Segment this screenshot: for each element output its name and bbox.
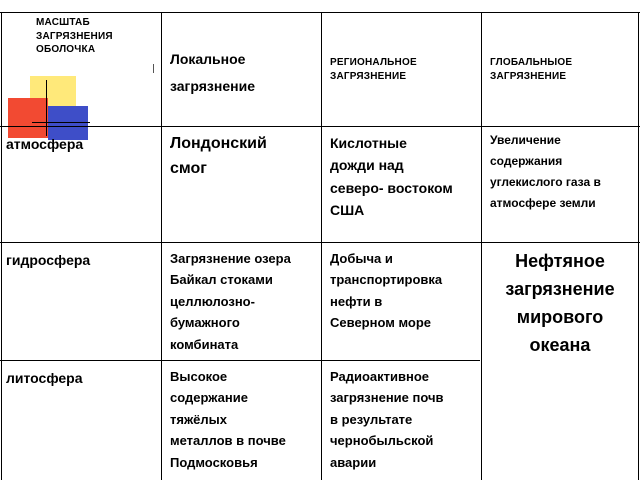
grid-line-left xyxy=(1,12,2,480)
row-label-hydrosphere: гидросфера xyxy=(6,252,91,268)
decorative-cross-line-h xyxy=(32,122,90,123)
grid-line-top xyxy=(0,12,640,13)
row-label-lithosphere: литосфера xyxy=(6,370,83,386)
cell-hydrosphere-local: Загрязнение озера Байкал стоками целлюлозно- бумажного комбината xyxy=(170,251,291,352)
cell-hydrosphere-regional: Добыча и транспортировка нефти в Северном море xyxy=(330,251,443,331)
cell-atmosphere-global: Увеличение содержания углекислого газа в атмосфере земли xyxy=(490,133,601,210)
row-label-atmosphere: атмосфера xyxy=(6,136,84,152)
cell-hydrosphere-global: Нефтяное загрязнение мирового океана xyxy=(505,251,615,355)
grid-line-row2-bottom xyxy=(0,360,480,361)
header-local: Локальное загрязнение xyxy=(170,51,255,94)
cell-atmosphere-regional: Кислотные дожди над северо- востоком США xyxy=(330,135,453,219)
grid-line-header-bottom xyxy=(0,126,640,127)
decorative-cross-line-v xyxy=(46,80,47,136)
grid-line-col2 xyxy=(321,12,322,480)
grid-line-col1 xyxy=(161,12,162,480)
grid-line-row1-bottom xyxy=(0,242,640,243)
grid-line-col3 xyxy=(481,12,482,480)
cell-atmosphere-local: Лондонский смог xyxy=(170,135,267,177)
header-corner-cell: МАСШТАБ ЗАГРЯЗНЕНИЯ ОБОЛОЧКА xyxy=(36,17,113,55)
cell-lithosphere-local: Высокое содержание тяжёлых металлов в почве Подмосковья xyxy=(170,369,286,470)
header-regional: РЕГИОНАЛЬНОЕ ЗАГРЯЗНЕНИЕ xyxy=(330,57,417,82)
decorative-red-square xyxy=(8,98,48,138)
grid-line-right xyxy=(638,12,639,480)
header-global: ГЛОБАЛЬНЫОЕ ЗАГРЯЗНЕНИЕ xyxy=(490,57,573,82)
stray-mark xyxy=(153,64,154,73)
cell-lithosphere-regional: Радиоактивное загрязнение почв в результате чернобыльской аварии xyxy=(330,369,444,470)
